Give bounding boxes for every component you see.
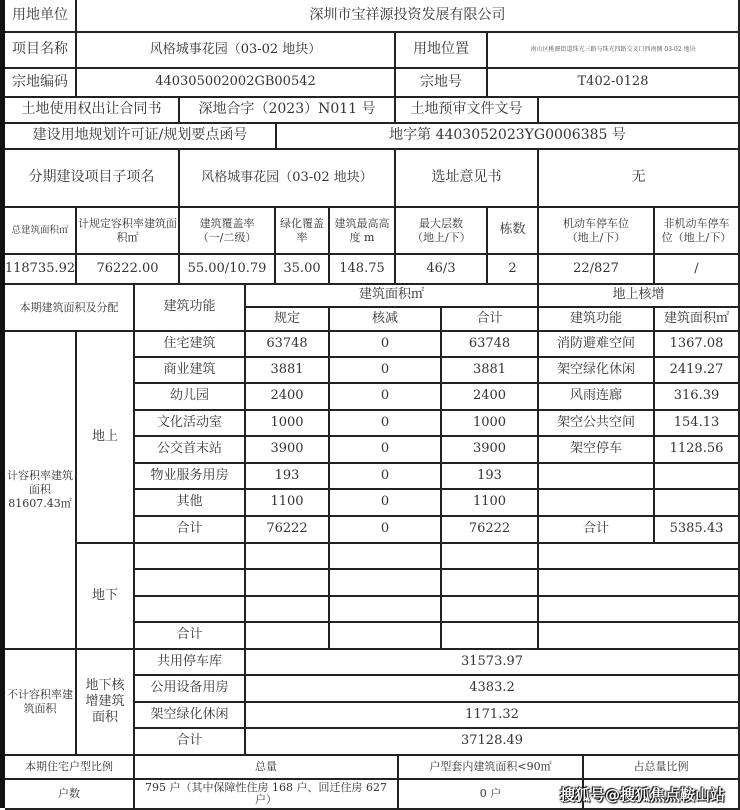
allocation-function-label: 建筑功能 <box>135 285 246 332</box>
row-function: 合计 <box>135 517 246 544</box>
row-added-area: 1128.56 <box>655 437 740 464</box>
below-function <box>135 597 246 623</box>
watermark: 搜狐号@搜狐焦点鞍山站 <box>560 786 726 804</box>
row-added-area: 154.13 <box>655 411 740 437</box>
allocation-area-label: 建筑面积㎡ <box>246 285 539 308</box>
below-reduced <box>330 544 442 570</box>
above-ground-label: 地上 <box>77 332 135 544</box>
land-unit-label: 用地单位 <box>5 0 77 33</box>
row-total: 3881 <box>442 358 539 384</box>
indicator-header: 非机动车停车位（地上/下） <box>655 208 740 255</box>
indicator-header: 栋数 <box>488 208 539 255</box>
unit-small-value: 0 户 <box>399 780 584 810</box>
row-total: 63748 <box>442 332 539 358</box>
non-far-function: 合计 <box>135 729 246 756</box>
row-function: 公交首末站 <box>135 437 246 464</box>
allocation-added-label: 地上核增 <box>539 285 740 308</box>
land-contract-value: 深地合字（2023）N011 号 <box>180 98 396 124</box>
below-reduced <box>330 597 442 623</box>
site-opinion-label: 选址意见书 <box>396 150 539 208</box>
row-total: 1000 <box>442 411 539 437</box>
row-regulated: 193 <box>246 464 330 490</box>
below-regulated <box>246 597 330 623</box>
row-regulated: 3900 <box>246 437 330 464</box>
below-reduced <box>330 570 442 597</box>
row-reduced: 0 <box>330 332 442 358</box>
row-regulated: 2400 <box>246 384 330 411</box>
indicator-header: 机动车停车位（地上/下） <box>539 208 655 255</box>
project-name-value: 风格城事花园（03-02 地块） <box>77 33 396 69</box>
unit-count-label: 户数 <box>5 780 135 810</box>
row-added-function: 合计 <box>539 517 655 544</box>
row-reduced: 0 <box>330 384 442 411</box>
added-sub-header-function: 建筑功能 <box>539 308 655 332</box>
sub-header-total: 合计 <box>442 308 539 332</box>
below-added <box>539 570 740 597</box>
indicator-header: 建筑覆盖率（一/二级） <box>180 208 276 255</box>
below-added <box>539 623 740 650</box>
land-location-value: 南山区桃源街道珠光三路与珠光四路交叉口西南侧 03-02 地块 <box>488 33 740 69</box>
row-reduced: 0 <box>330 464 442 490</box>
row-regulated: 3881 <box>246 358 330 384</box>
row-added-area: 2419.27 <box>655 358 740 384</box>
sub-project-value: 风格城事花园（03-02 地块） <box>180 150 396 208</box>
below-function <box>135 570 246 597</box>
row-reduced: 0 <box>330 358 442 384</box>
indicator-header: 总建筑面积㎡ <box>5 208 77 255</box>
below-reduced <box>330 623 442 650</box>
below-total <box>442 544 539 570</box>
row-added-function: 消防避难空间 <box>539 332 655 358</box>
indicator-value: 55.00/10.79 <box>180 255 276 285</box>
below-total <box>442 570 539 597</box>
non-far-value: 4383.2 <box>246 676 740 703</box>
row-total: 76222 <box>442 517 539 544</box>
row-added-area <box>655 464 740 490</box>
land-pretrial-label: 土地预审文件文号 <box>396 98 539 124</box>
land-location-label: 用地位置 <box>396 33 488 69</box>
non-far-sub-label: 地下核增建筑面积 <box>77 650 135 756</box>
below-regulated <box>246 623 330 650</box>
sub-header-reduced: 核减 <box>330 308 442 332</box>
row-function: 住宅建筑 <box>135 332 246 358</box>
planning-permit-value: 地字第 4403052023YG0006385 号 <box>277 124 740 150</box>
parcel-no-value: T402-0128 <box>488 69 740 98</box>
unit-total-label: 总量 <box>135 756 399 780</box>
land-pretrial-value <box>539 98 740 124</box>
parcel-code-label: 宗地编码 <box>5 69 77 98</box>
non-far-function: 架空绿化休闲 <box>135 703 246 729</box>
project-name-label: 项目名称 <box>5 33 77 69</box>
row-added-function: 架空停车 <box>539 437 655 464</box>
row-function: 商业建筑 <box>135 358 246 384</box>
indicator-header: 最大层数（地上/下） <box>396 208 488 255</box>
below-total-label: 合计 <box>135 623 246 650</box>
row-regulated: 1100 <box>246 490 330 517</box>
row-added-function: 风雨连廊 <box>539 384 655 411</box>
indicator-header: 绿化覆盖率 <box>276 208 330 255</box>
row-total: 3900 <box>442 437 539 464</box>
non-far-value: 37128.49 <box>246 729 740 756</box>
indicator-value: 46/3 <box>396 255 488 285</box>
row-reduced: 0 <box>330 490 442 517</box>
row-total: 2400 <box>442 384 539 411</box>
indicator-value: 22/827 <box>539 255 655 285</box>
row-added-area: 1367.08 <box>655 332 740 358</box>
row-total: 193 <box>442 464 539 490</box>
parcel-no-label: 宗地号 <box>396 69 488 98</box>
indicator-value: 76222.00 <box>77 255 180 285</box>
row-reduced: 0 <box>330 437 442 464</box>
non-far-function: 公用设备用房 <box>135 676 246 703</box>
parcel-code-value: 440305002002GB00542 <box>77 69 396 98</box>
unit-total-value: 795 户（其中保障性住房 168 户、回迁住房 627 户） <box>135 780 399 810</box>
planning-permit-label: 建设用地规划许可证/规划要点函号 <box>5 124 277 150</box>
row-reduced: 0 <box>330 411 442 437</box>
land-contract-label: 土地使用权出让合同书 <box>5 98 180 124</box>
indicator-value: 148.75 <box>330 255 396 285</box>
indicator-value: 2 <box>488 255 539 285</box>
below-added <box>539 544 740 570</box>
below-function <box>135 544 246 570</box>
land-unit-value: 深圳市宝祥源投资发展有限公司 <box>77 0 740 33</box>
row-regulated: 1000 <box>246 411 330 437</box>
row-added-area <box>655 490 740 517</box>
row-regulated: 63748 <box>246 332 330 358</box>
unit-ratio-label: 本期住宅户型比例 <box>5 756 135 780</box>
non-far-label: 不计容积率建筑面积 <box>5 650 77 756</box>
row-function: 文化活动室 <box>135 411 246 437</box>
non-far-function: 共用停车库 <box>135 650 246 676</box>
row-added-function <box>539 464 655 490</box>
below-total <box>442 623 539 650</box>
row-function: 其他 <box>135 490 246 517</box>
below-regulated <box>246 570 330 597</box>
below-ground-label: 地下 <box>77 544 135 650</box>
added-sub-header-area: 建筑面积㎡ <box>655 308 740 332</box>
far-area-label: 计容积率建筑面积 81607.43㎡ <box>5 332 77 650</box>
row-added-area: 316.39 <box>655 384 740 411</box>
below-regulated <box>246 544 330 570</box>
sub-project-label: 分期建设项目子项名 <box>5 150 180 208</box>
indicator-value: / <box>655 255 740 285</box>
indicator-header: 建筑最高高度 m <box>330 208 396 255</box>
unit-share-label: 占总量比例 <box>584 756 740 780</box>
indicator-header: 计规定容积率建筑面积㎡ <box>77 208 180 255</box>
row-function: 幼儿园 <box>135 384 246 411</box>
indicator-value: 35.00 <box>276 255 330 285</box>
sub-header-regulated: 规定 <box>246 308 330 332</box>
unit-small-label: 户型套内建筑面积<90㎡ <box>399 756 584 780</box>
below-added <box>539 597 740 623</box>
row-function: 物业服务用房 <box>135 464 246 490</box>
row-added-area: 5385.43 <box>655 517 740 544</box>
below-total <box>442 597 539 623</box>
row-added-function: 架空绿化休闲 <box>539 358 655 384</box>
site-opinion-value: 无 <box>539 150 740 208</box>
row-total: 1100 <box>442 490 539 517</box>
row-regulated: 76222 <box>246 517 330 544</box>
row-added-function <box>539 490 655 517</box>
indicator-value: 118735.92 <box>5 255 77 285</box>
row-added-function: 架空公共空间 <box>539 411 655 437</box>
non-far-value: 1171.32 <box>246 703 740 729</box>
row-reduced: 0 <box>330 517 442 544</box>
non-far-value: 31573.97 <box>246 650 740 676</box>
allocation-section-label: 本期建筑面积及分配 <box>5 285 135 332</box>
